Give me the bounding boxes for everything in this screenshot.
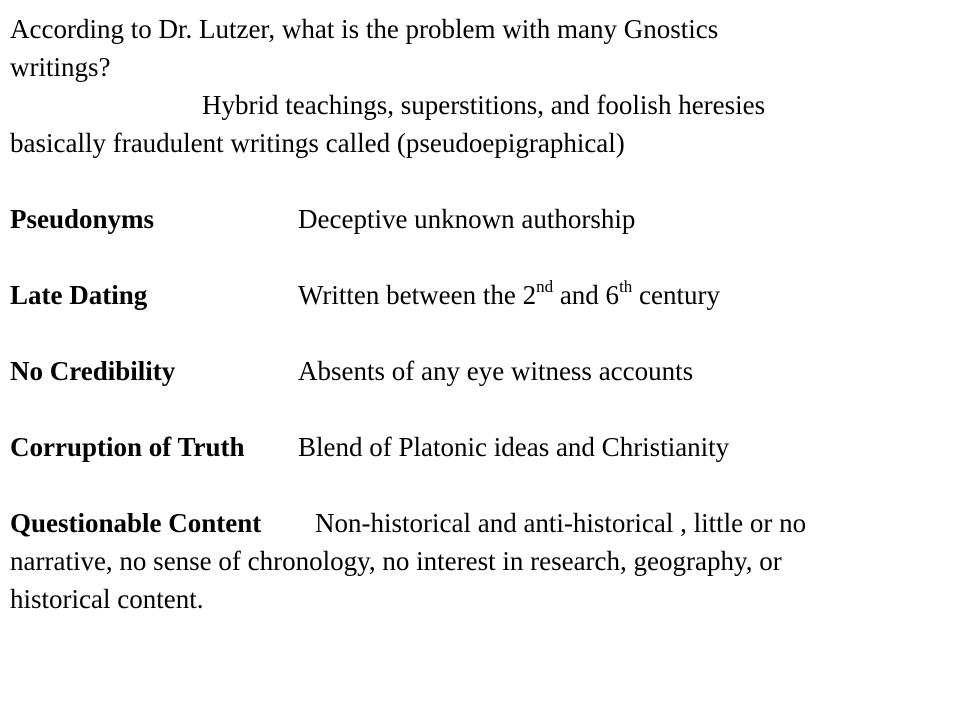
late-dating-sup-1: nd — [536, 277, 554, 296]
late-dating-sup-2: th — [619, 277, 633, 296]
late-dating-text — [298, 276, 720, 314]
questionable-content-label: Questionable Content — [10, 508, 262, 538]
pseudonyms-label: Pseudonyms — [10, 204, 155, 234]
no-credibility-label: No Credibility — [10, 356, 176, 386]
answer-line-2: basically fraudulent writings called (pseudoepigraphical) — [10, 128, 625, 158]
late-dating-text-after: century — [632, 280, 721, 310]
questionable-content-line-2: narrative, no sense of chronology, no interest in research, geography, or — [10, 546, 782, 576]
pseudonyms-text: Deceptive unknown authorship — [298, 204, 636, 234]
late-dating-text-mid: and 6 — [553, 280, 620, 310]
answer-line-1: Hybrid teachings, superstitions, and foolish heresies — [202, 90, 766, 120]
question-line-2: writings? — [10, 52, 111, 82]
question-line-1: According to Dr. Lutzer, what is the problem with many Gnostics — [10, 14, 719, 44]
corruption-of-truth-text: Blend of Platonic ideas and Christianity — [298, 432, 730, 462]
late-dating-text-before: Written between the 2 — [298, 280, 537, 310]
late-dating-label: Late Dating — [10, 280, 148, 310]
no-credibility-text: Absents of any eye witness accounts — [298, 356, 694, 386]
questionable-content-line-1: Non-historical and anti-historical , little or no — [315, 508, 807, 538]
questionable-content-line-3: historical content. — [10, 584, 204, 614]
corruption-of-truth-label: Corruption of Truth — [10, 432, 245, 462]
